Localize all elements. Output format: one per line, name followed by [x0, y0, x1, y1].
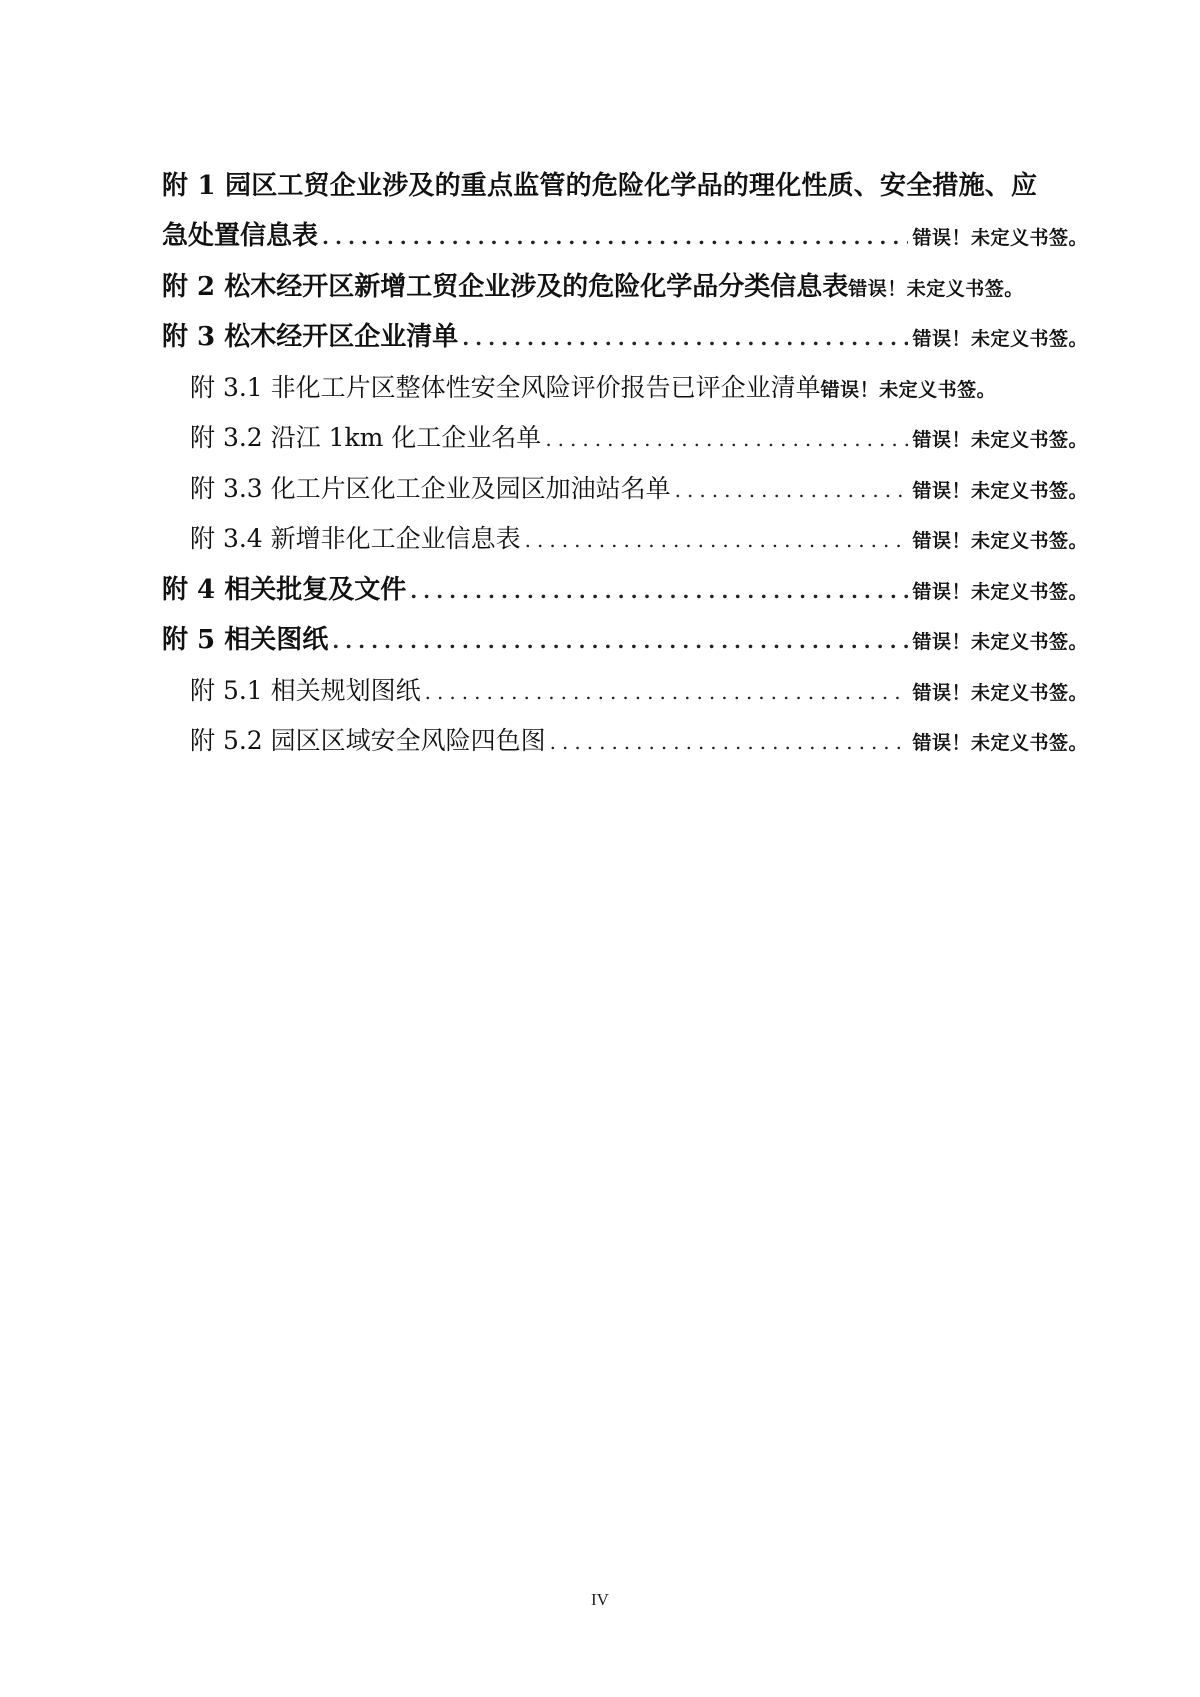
toc-entry-title: 附 5.1 相关规划图纸 [190, 675, 421, 705]
toc-entry-appendix-3-3[interactable] [162, 465, 1088, 516]
toc-entry-title: 附 3.4 新增非化工企业信息表 [190, 524, 521, 553]
toc-entry-title: 附 3 松木经开区企业清单 [162, 322, 459, 352]
toc-entry-page: 错误！未定义书签。 [912, 681, 1088, 704]
toc-entry-appendix-5[interactable] [162, 616, 1088, 667]
toc-entry-page: 错误！未定义书签。 [912, 227, 1088, 249]
toc-entry-title: 附 3.2 沿江 1km 化工企业名单 [190, 423, 542, 452]
toc-entry-appendix-3-2[interactable] [162, 414, 1088, 465]
toc-entry-page: 错误！未定义书签。 [912, 429, 1088, 451]
toc-entry-appendix-3-4[interactable] [162, 515, 1088, 566]
dot-leader [462, 314, 908, 363]
dot-leader [525, 516, 909, 565]
toc-entry-title: 附 3.3 化工片区化工企业及园区加油站名单 [190, 473, 671, 503]
toc-entry-page: 错误！未定义书签。 [912, 580, 1088, 603]
toc-entry-appendix-5-2[interactable] [162, 717, 1088, 768]
toc-entry-appendix-5-1[interactable] [162, 667, 1088, 718]
dot-leader [675, 466, 909, 515]
toc-entry-page: 错误！未定义书签。 [912, 631, 1088, 653]
toc-entry-title: 附 4 相关批复及文件 [162, 574, 407, 605]
dot-leader [545, 415, 908, 464]
dot-leader [550, 718, 909, 767]
dot-leader [332, 617, 908, 666]
toc-entry-page: 错误！未定义书签。 [820, 378, 997, 401]
toc-entry-appendix-2[interactable] [162, 263, 1088, 314]
dot-leader [410, 567, 908, 616]
toc-entry-title: 急处置信息表 [162, 221, 319, 251]
dot-leader [425, 668, 909, 717]
toc-entry-page: 错误！未定义书签。 [848, 277, 1024, 300]
toc-entry-appendix-3[interactable] [162, 313, 1088, 364]
toc-entry-title-line1: 附 1 园区工贸企业涉及的重点监管的危险化学品的理化性质、安全措施、应 [162, 171, 1038, 201]
toc-entry-page: 错误！未定义书签。 [912, 479, 1088, 502]
table-of-contents [162, 160, 1088, 768]
toc-entry-appendix-1[interactable] [162, 160, 1088, 263]
toc-entry-title: 附 5.2 园区区域安全风险四色图 [190, 726, 546, 755]
toc-entry-page: 错误！未定义书签。 [912, 328, 1088, 350]
toc-entry-title: 附 2 松木经开区新增工贸企业涉及的危险化学品分类信息表 [162, 271, 849, 302]
toc-entry-title: 附 3.1 非化工片区整体性安全风险评价报告已评企业清单 [190, 372, 821, 402]
toc-entry-page: 错误！未定义书签。 [912, 732, 1088, 754]
dot-leader [322, 213, 908, 262]
toc-entry-appendix-4[interactable] [162, 566, 1088, 617]
page-number: IV [591, 1590, 609, 1609]
toc-entry-appendix-3-1[interactable] [162, 364, 1088, 415]
toc-entry-title: 附 5 相关图纸 [162, 625, 329, 655]
toc-entry-page: 错误！未定义书签。 [912, 530, 1088, 552]
